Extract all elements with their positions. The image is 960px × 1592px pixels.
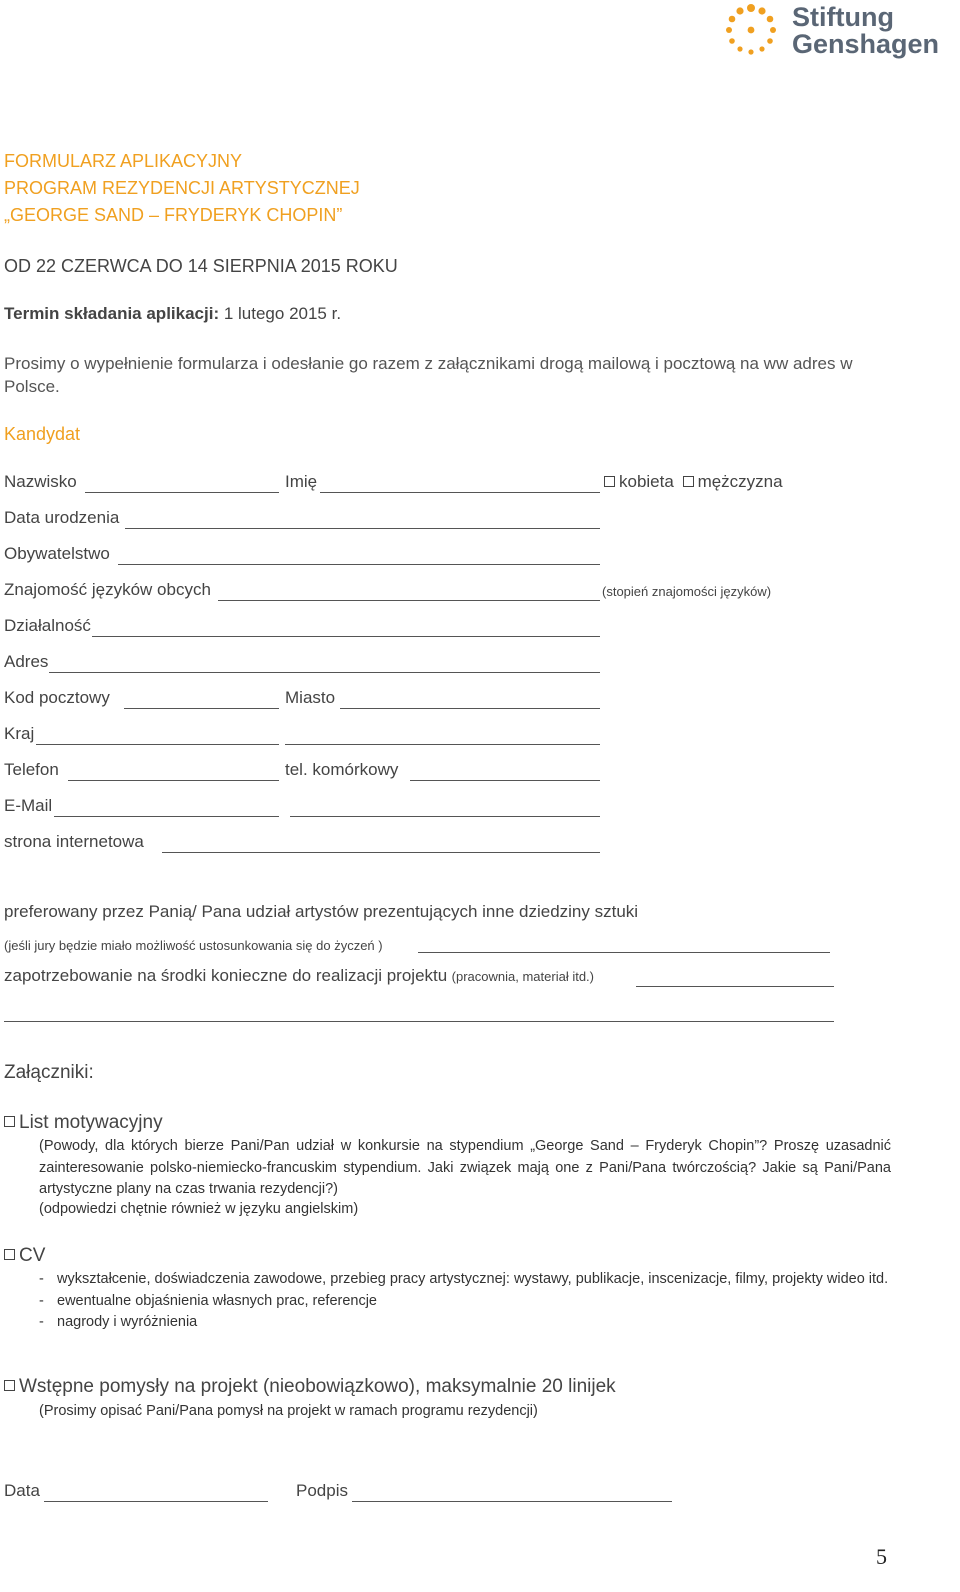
motivation-letter-note: (odpowiedzi chętnie również w języku angielskim) — [39, 1201, 359, 1217]
citizenship-label: Obywatelstwo — [4, 544, 110, 563]
date-label: Data — [4, 1481, 40, 1500]
surname-field[interactable] — [85, 492, 279, 493]
phone-label: Telefon — [4, 760, 59, 779]
logo-line2: Genshagen — [792, 29, 940, 59]
logo-line1: Stiftung — [792, 2, 894, 32]
address-field[interactable] — [49, 672, 600, 673]
country-label: Kraj — [4, 724, 35, 743]
resources-note: (pracownia, materiał itd.) — [451, 969, 594, 984]
resources-line — [4, 966, 594, 986]
cv-list — [39, 1269, 891, 1334]
cv-checkbox[interactable] — [4, 1249, 15, 1260]
birth-date-field[interactable] — [125, 528, 600, 529]
project-ideas-description: (Prosimy opisać Pani/Pana pomysł na projekt w ramach programu rezydencji) — [39, 1403, 538, 1419]
list-item: - wykształcenie, doświadczenia zawodowe, przebieg pracy artystycznej: wystawy, publikacje, inscenizacje, filmy, projekty wideo itd. — [39, 1271, 889, 1287]
mobile-field[interactable] — [410, 780, 600, 781]
page-number: 5 — [876, 1544, 887, 1569]
postal-code-label: Kod pocztowy — [4, 688, 110, 707]
mobile-label: tel. komórkowy — [285, 760, 399, 779]
cv-item-text: nagrody i wyróżnienia — [57, 1314, 198, 1330]
cv-item-text: ewentualne objaśnienia własnych prac, referencje — [57, 1292, 377, 1309]
motivation-letter-checkbox[interactable] — [4, 1116, 15, 1127]
resources-label: zapotrzebowanie na środki konieczne do realizacji projektu — [4, 966, 448, 985]
cv-title — [4, 1245, 45, 1267]
address-label: Adres — [4, 652, 49, 671]
surname-label: Nazwisko — [4, 472, 77, 491]
activity-field[interactable] — [92, 636, 600, 637]
cv-label: CV — [19, 1245, 46, 1266]
list-item: - nagrody i wyróżnienia — [39, 1314, 198, 1330]
country-field[interactable] — [36, 744, 279, 745]
project-ideas-label: Wstępne pomysły na projekt (nieobowiązkowo), maksymalnie 20 linijek — [19, 1376, 616, 1397]
intro-text: Prosimy o wypełnienie formularza i odesłanie go razem z załącznikami drogą mailową i pocztową na ww adres w Polsce. — [4, 354, 853, 396]
birth-date-label: Data urodzenia — [4, 508, 120, 527]
phone-field[interactable] — [68, 780, 279, 781]
deadline — [4, 304, 341, 324]
signature-field[interactable] — [352, 1501, 672, 1502]
form-title — [4, 148, 360, 229]
male-label: mężczyzna — [697, 472, 783, 491]
date-field[interactable] — [44, 1501, 268, 1502]
logo-dots-icon — [722, 2, 780, 60]
artists-preference-field[interactable] — [418, 952, 830, 953]
deadline-value: 1 lutego 2015 r. — [223, 304, 342, 323]
country-extra-field[interactable] — [285, 744, 600, 745]
title-line-1: FORMULARZ APLIKACYJNY — [4, 151, 243, 171]
email-label: E-Mail — [4, 796, 53, 815]
artists-preference-note: (jeśli jury będzie miało możliwość ustosunkowania się do życzeń ) — [4, 938, 383, 953]
title-line-3: „GEORGE SAND – FRYDERYK CHOPIN” — [4, 205, 343, 225]
logo — [722, 2, 952, 60]
project-ideas-title — [4, 1376, 616, 1398]
languages-note: (stopień znajomości języków) — [602, 584, 772, 599]
motivation-letter-description: (Powody, dla których bierze Pani/Pan udział w konkursie na stypendium „George Sand – Fryderyk Chopin”? Proszę uzasadnić zainteresowanie polsko-niemiecko-francuskim stypendium. Jaki związek mają one z Pani/Pana twórczością? Jakie są Pani/Pana artystyczne plany na czas trwania rezydencji?) — [39, 1138, 891, 1197]
deadline-label: Termin składania aplikacji: — [4, 304, 220, 323]
cv-item-text: wykształcenie, doświadczenia zawodowe, przebieg pracy artystycznej: wystawy, publikacje, inscenizacje, filmy, projekty wideo itd. — [57, 1271, 889, 1287]
male-checkbox[interactable] — [683, 476, 694, 487]
motivation-letter-label: List motywacyjny — [19, 1112, 163, 1133]
email-extra-field[interactable] — [290, 816, 600, 817]
attachments-heading: Załączniki: — [4, 1062, 94, 1083]
list-item: - ewentualne objaśnienia własnych prac, referencje — [39, 1292, 377, 1309]
languages-label: Znajomość języków obcych — [4, 580, 211, 599]
motivation-letter-title — [4, 1112, 163, 1134]
artists-preference-label: preferowany przez Panią/ Pana udział artystów prezentujących inne dziedziny sztuki — [4, 902, 639, 921]
project-ideas-checkbox[interactable] — [4, 1380, 15, 1391]
city-label: Miasto — [285, 688, 336, 707]
activity-label: Działalność — [4, 616, 91, 635]
email-field[interactable] — [54, 816, 279, 817]
citizenship-field[interactable] — [118, 564, 600, 565]
first-name-field[interactable] — [320, 492, 600, 493]
gender-options — [604, 472, 783, 492]
postal-code-field[interactable] — [124, 708, 279, 709]
website-label: strona internetowa — [4, 832, 144, 851]
languages-field[interactable] — [218, 600, 600, 601]
signature-label: Podpis — [296, 1481, 348, 1500]
program-dates: OD 22 CZERWCA DO 14 SIERPNIA 2015 ROKU — [4, 256, 398, 276]
female-label: kobieta — [619, 472, 674, 491]
city-field[interactable] — [340, 708, 600, 709]
first-name-label: Imię — [285, 472, 318, 491]
female-checkbox[interactable] — [604, 476, 615, 487]
resources-field[interactable] — [636, 986, 834, 987]
website-field[interactable] — [162, 852, 600, 853]
title-line-2: PROGRAM REZYDENCJI ARTYSTYCZNEJ — [4, 178, 360, 198]
resources-field-line2[interactable] — [4, 1021, 834, 1022]
candidate-heading: Kandydat — [4, 424, 81, 444]
